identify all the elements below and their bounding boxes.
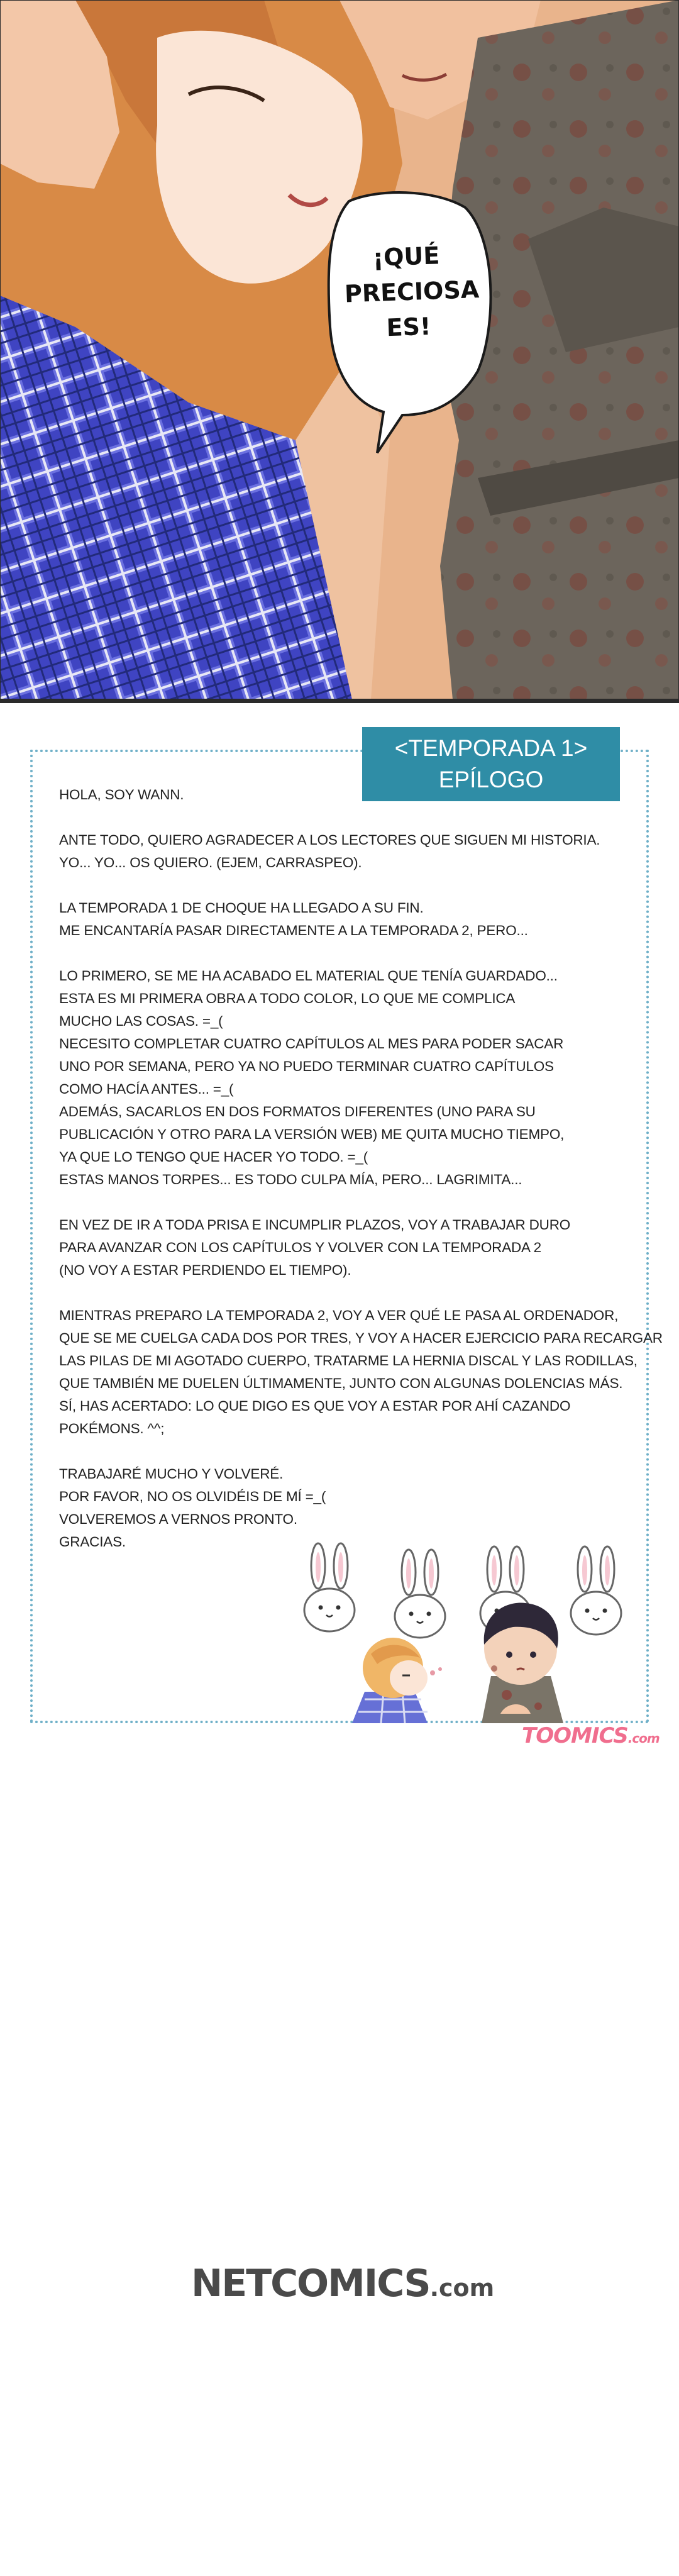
bunny-icon	[299, 1541, 360, 1635]
speech-line: ES!	[385, 312, 432, 342]
title-line: EPÍLOGO	[438, 767, 544, 792]
letter-line: ME ENCANTARÍA PASAR DIRECTAMENTE A LA TEMPORADA 2, PERO...	[59, 923, 528, 938]
netcomics-logo-suffix: .com	[429, 2274, 495, 2302]
letter-line: NECESITO COMPLETAR CUATRO CAPÍTULOS AL MES PARA PODER SACAR	[59, 1036, 564, 1052]
title-line: <TEMPORADA 1>	[394, 735, 588, 761]
letter-line: SÍ, HAS ACERTADO: LO QUE DIGO ES QUE VOY A ESTAR POR AHÍ CAZANDO	[59, 1398, 571, 1414]
letter-line: LAS PILAS DE MI AGOTADO CUERPO, TRATARME LA HERNIA DISCAL Y LAS RODILLAS,	[59, 1353, 638, 1368]
letter-line: QUE SE ME CUELGA CADA DOS POR TRES, Y VOY A HACER EJERCICIO PARA RECARGAR	[59, 1330, 663, 1346]
letter-line: ADEMÁS, SACARLOS EN DOS FORMATOS DIFERENTES (UNO PARA SU	[59, 1104, 536, 1119]
epilogue-letter	[59, 784, 663, 1576]
toomics-logo-text: TOOMICS	[522, 1723, 628, 1748]
toomics-logo-suffix: .com	[627, 1731, 660, 1746]
paragraph	[59, 965, 625, 1191]
bunny-icon	[390, 1547, 450, 1641]
chibi-boy-illustration	[463, 1594, 576, 1723]
speech-line: PRECIOSA	[344, 275, 480, 308]
panel-divider	[0, 699, 679, 703]
letter-line: GRACIAS.	[59, 1534, 126, 1550]
letter-line: YO... YO... OS QUIERO. (EJEM, CARRASPEO).	[59, 855, 362, 870]
panel-artwork	[0, 0, 679, 699]
manga-panel	[0, 0, 679, 699]
letter-line: ANTE TODO, QUIERO AGRADECER A LOS LECTORES QUE SIGUEN MI HISTORIA.	[59, 832, 600, 848]
letter-line: MUCHO LAS COSAS. =_(	[59, 1013, 223, 1029]
letter-line: UNO POR SEMANA, PERO YA NO PUEDO TERMINAR CUATRO CAPÍTULOS	[59, 1058, 554, 1074]
netcomics-logo	[191, 2262, 493, 2306]
letter-line: LO PRIMERO, SE ME HA ACABADO EL MATERIAL QUE TENÍA GUARDADO...	[59, 968, 558, 984]
letter-line: ESTAS MANOS TORPES... ES TODO CULPA MÍA, PERO... LAGRIMITA...	[59, 1172, 522, 1187]
letter-line: HOLA, SOY WANN.	[59, 787, 184, 802]
netcomics-logo-text: NETCOMICS	[191, 2262, 430, 2306]
letter-line: QUE TAMBIÉN ME DUELEN ÚLTIMAMENTE, JUNTO CON ALGUNAS DOLENCIAS MÁS.	[59, 1375, 623, 1391]
letter-line: ESTA ES MI PRIMERA OBRA A TODO COLOR, LO QUE ME COMPLICA	[59, 991, 516, 1006]
paragraph	[59, 1304, 663, 1440]
toomics-watermark	[522, 1723, 660, 1748]
paragraph	[59, 1463, 625, 1553]
paragraph	[59, 1214, 625, 1282]
letter-line: POR FAVOR, NO OS OLVIDÉIS DE MÍ =_(	[59, 1489, 326, 1504]
letter-line: (NO VOY A ESTAR PERDIENDO EL TIEMPO).	[59, 1262, 351, 1278]
letter-line: YA QUE LO TENGO QUE HACER YO TODO. =_(	[59, 1149, 368, 1165]
letter-line: PUBLICACIÓN Y OTRO PARA LA VERSIÓN WEB) ME QUITA MUCHO TIEMPO,	[59, 1126, 565, 1142]
paragraph	[59, 784, 625, 806]
chibi-girl-illustration	[340, 1629, 446, 1723]
letter-line: MIENTRAS PREPARO LA TEMPORADA 2, VOY A VER QUÉ LE PASA AL ORDENADOR,	[59, 1307, 619, 1323]
letter-line: TRABAJARÉ MUCHO Y VOLVERÉ.	[59, 1466, 284, 1482]
speech-line: ¡QUÉ	[372, 242, 440, 272]
letter-line: COMO HACÍA ANTES... =_(	[59, 1081, 234, 1097]
letter-line: LA TEMPORADA 1 DE CHOQUE HA LLEGADO A SU FIN.	[59, 900, 424, 916]
letter-line: EN VEZ DE IR A TODA PRISA E INCUMPLIR PLAZOS, VOY A TRABAJAR DURO	[59, 1217, 571, 1233]
speech-bubble-text	[343, 237, 480, 347]
letter-line: VOLVEREMOS A VERNOS PRONTO.	[59, 1511, 297, 1527]
paragraph	[59, 829, 625, 874]
letter-line: PARA AVANZAR CON LOS CAPÍTULOS Y VOLVER CON LA TEMPORADA 2	[59, 1240, 541, 1255]
letter-line: POKÉMONS. ^^;	[59, 1421, 165, 1436]
paragraph	[59, 897, 625, 942]
